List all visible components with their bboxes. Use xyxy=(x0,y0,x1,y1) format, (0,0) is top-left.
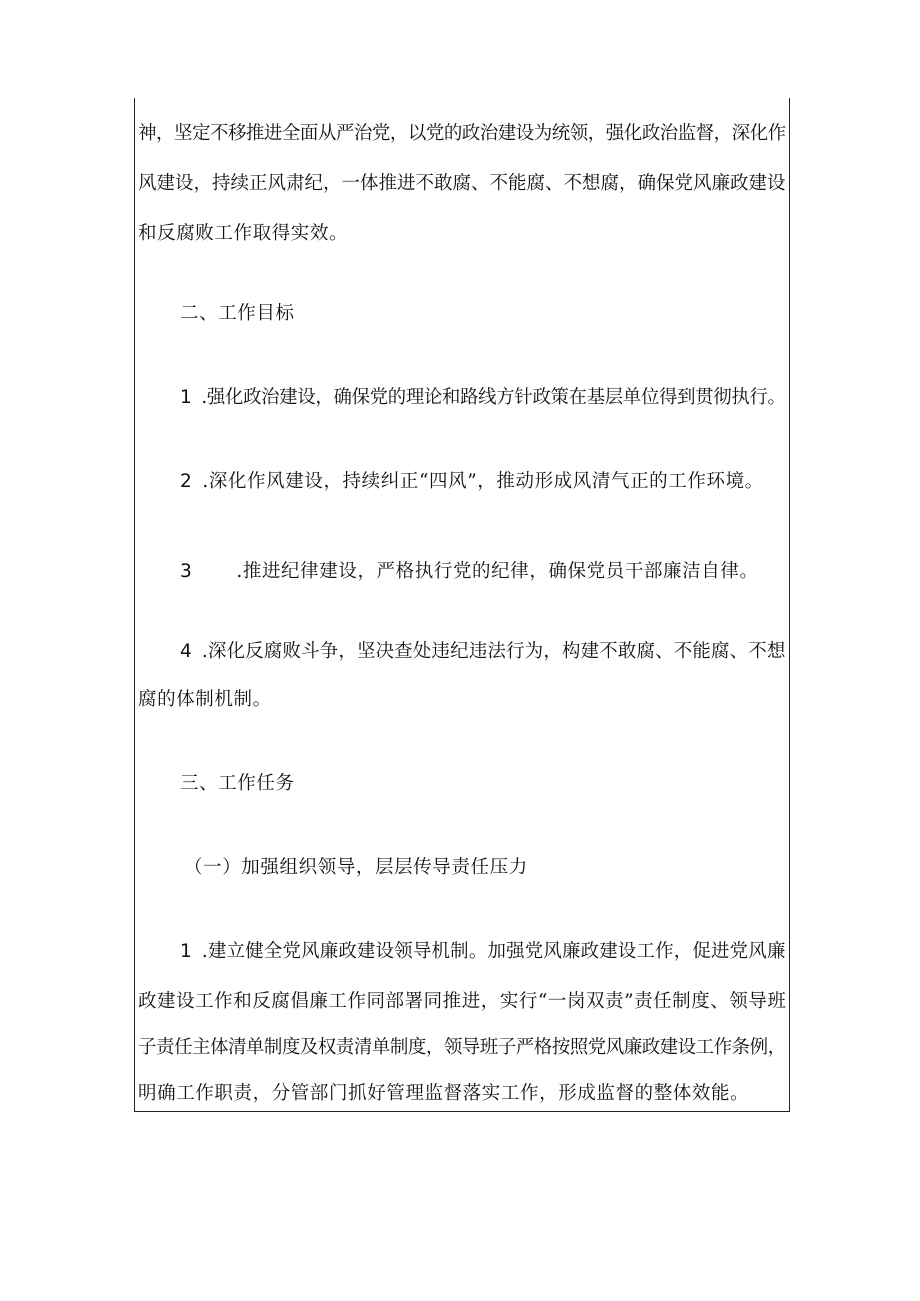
task-item-text: .建立健全党风廉政建设领导机制。加强党风廉政建设工作，促进党风廉 xyxy=(201,941,786,962)
goal-item-text: .推进纪律建设，严格执行党的纪律，确保党员干部廉洁自律。 xyxy=(236,561,759,582)
goal-item-3 xyxy=(180,560,759,584)
goal-item-text: .深化作风建设，持续纠正“四风”，推动形成风清气正的工作环境。 xyxy=(202,471,764,492)
section-heading-tasks: 三、工作任务 xyxy=(180,773,295,794)
task-item-number: 1 xyxy=(180,941,192,962)
task-subheading-1: （一）加强组织领导，层层传导责任压力 xyxy=(184,857,528,878)
intro-line-2: 风建设，持续正风肃纪，一体推进不敢腐、不能腐、不想腐，确保党风廉政建设 xyxy=(138,173,786,194)
goal-item-text: .强化政治建设，确保党的理论和路线方针政策在基层单位得到贯彻执行。 xyxy=(201,387,786,408)
goal-item-4-continuation: 腐的体制机制。 xyxy=(138,689,272,710)
goal-item-number: 2 xyxy=(180,471,193,492)
goal-item-2 xyxy=(180,470,764,494)
intro-line-1: 神，坚定不移推进全面从严治党，以党的政治建设为统领，强化政治监督，深化作 xyxy=(138,123,786,144)
task-item-1-line-3: 子责任主体清单制度及权责清单制度，领导班子严格按照党风廉政建设工作条例， xyxy=(138,1037,786,1058)
goal-item-text: .深化反腐败斗争，坚决查处违纪违法行为，构建不敢腐、不能腐、不想 xyxy=(201,641,786,662)
goal-item-1 xyxy=(180,386,786,410)
goal-item-number: 1 xyxy=(180,387,192,408)
goal-item-number: 4 xyxy=(180,641,192,662)
goal-item-number: 3 xyxy=(180,561,193,582)
goal-item-4 xyxy=(180,640,786,664)
task-item-1-line-4: 明确工作职责，分管部门抓好管理监督落实工作，形成监督的整体效能。 xyxy=(138,1083,750,1104)
section-heading-goals: 二、工作目标 xyxy=(180,303,295,324)
task-item-1 xyxy=(180,940,786,964)
intro-line-3: 和反腐败工作取得实效。 xyxy=(138,223,349,244)
task-item-1-line-2: 政建设工作和反腐倡廉工作同部署同推进，实行“一岗双责”责任制度、领导班 xyxy=(138,991,787,1012)
